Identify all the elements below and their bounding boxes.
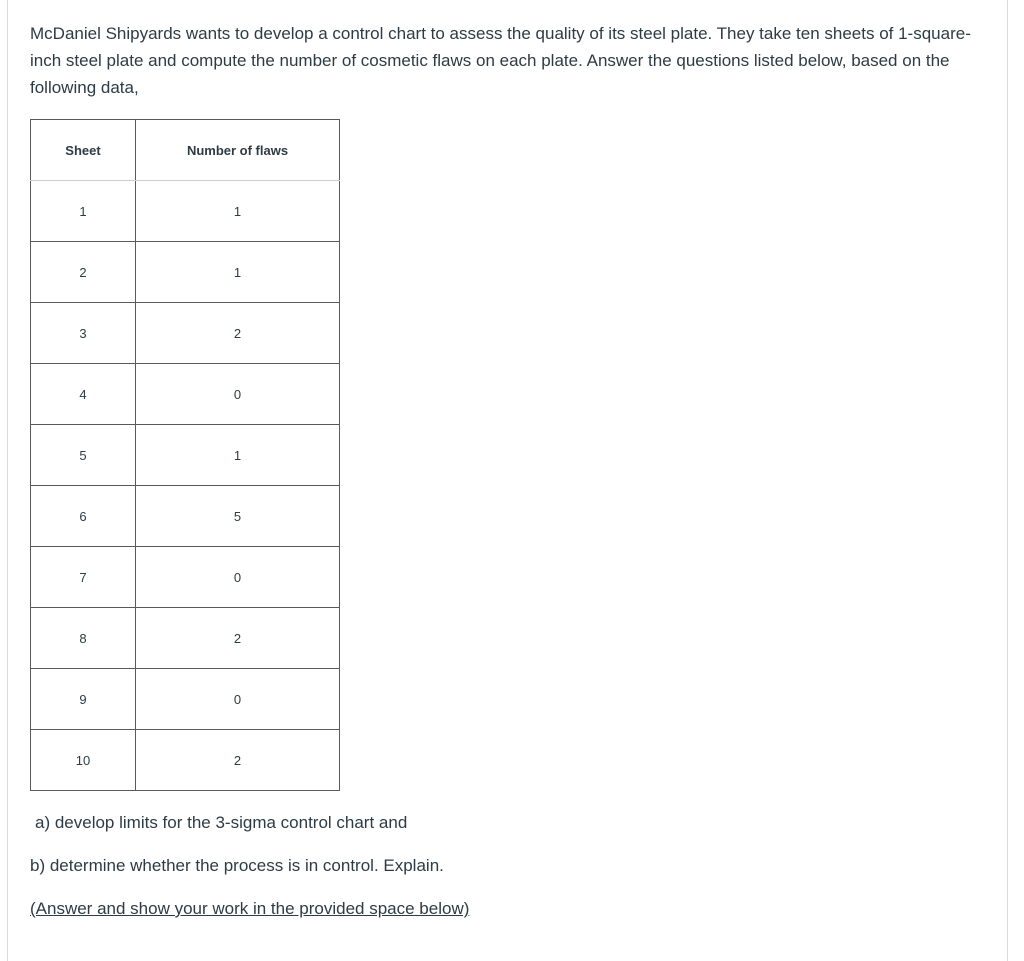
cell-sheet: 7 bbox=[31, 547, 136, 608]
cell-flaws: 1 bbox=[136, 425, 340, 486]
header-sheet: Sheet bbox=[31, 120, 136, 181]
cell-sheet: 10 bbox=[31, 730, 136, 791]
cell-flaws: 5 bbox=[136, 486, 340, 547]
answer-instructions bbox=[30, 898, 469, 920]
cell-flaws: 1 bbox=[136, 242, 340, 303]
question-a: a) develop limits for the 3-sigma control chart and bbox=[35, 813, 408, 832]
answer-space-link[interactable]: (Answer and show your work in the provided space below) bbox=[30, 899, 470, 918]
header-number-of-flaws: Number of flaws bbox=[136, 120, 340, 181]
cell-sheet: 6 bbox=[31, 486, 136, 547]
table-header-row bbox=[31, 120, 340, 181]
flaws-table bbox=[30, 119, 340, 791]
table-row bbox=[31, 486, 340, 547]
cell-flaws: 2 bbox=[136, 730, 340, 791]
cell-flaws: 0 bbox=[136, 669, 340, 730]
cell-flaws: 2 bbox=[136, 303, 340, 364]
cell-sheet: 5 bbox=[31, 425, 136, 486]
cell-flaws: 1 bbox=[136, 181, 340, 242]
table-row bbox=[31, 364, 340, 425]
table-row bbox=[31, 181, 340, 242]
cell-sheet: 8 bbox=[31, 608, 136, 669]
table-row bbox=[31, 608, 340, 669]
table-row bbox=[31, 669, 340, 730]
table-row bbox=[31, 242, 340, 303]
table-row bbox=[31, 730, 340, 791]
cell-flaws: 0 bbox=[136, 547, 340, 608]
cell-sheet: 9 bbox=[31, 669, 136, 730]
cell-flaws: 2 bbox=[136, 608, 340, 669]
table-row bbox=[31, 425, 340, 486]
question-b: b) determine whether the process is in control. Explain. bbox=[30, 856, 444, 875]
table-row bbox=[31, 303, 340, 364]
table-row bbox=[31, 547, 340, 608]
problem-statement: McDaniel Shipyards wants to develop a control chart to assess the quality of its steel plate. They take ten sheets of 1-square-inch steel plate and compute the number of cosmetic flaws on each plate. Answer the questions listed below, based on the following data, bbox=[30, 24, 971, 97]
cell-sheet: 1 bbox=[31, 181, 136, 242]
cell-flaws: 0 bbox=[136, 364, 340, 425]
cell-sheet: 4 bbox=[31, 364, 136, 425]
cell-sheet: 2 bbox=[31, 242, 136, 303]
cell-sheet: 3 bbox=[31, 303, 136, 364]
